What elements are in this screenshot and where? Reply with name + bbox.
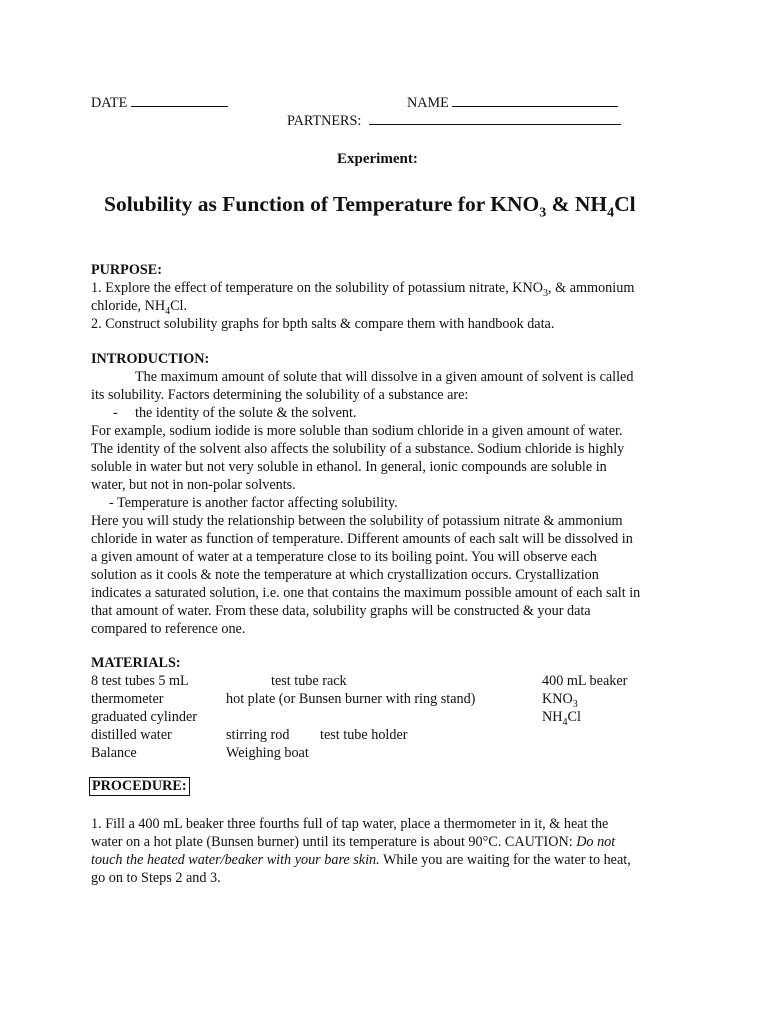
intro-line: its solubility. Factors determining the solubility of a substance are: xyxy=(91,387,469,403)
name-label: NAME xyxy=(407,95,449,111)
intro-line: that amount of water. From these data, solubility graphs will be constructed & your data xyxy=(91,603,591,619)
material-item: 400 mL beaker xyxy=(542,673,628,689)
material-item: $NH_4Cl$ xyxy=(542,709,581,728)
procedure-heading: PROCEDURE: xyxy=(89,777,190,795)
material-item: 8 test tubes 5 mL xyxy=(91,673,189,689)
experiment-label: Experiment: xyxy=(337,151,418,167)
introduction-heading: INTRODUCTION: xyxy=(91,351,210,367)
materials-heading: MATERIALS: xyxy=(91,655,181,671)
intro-line: indicates a saturated solution, i.e. one that contains the maximum possible amount of each salt in xyxy=(91,585,641,601)
intro-line: The identity of the solvent also affects the solubility of a substance. Sodium chloride is highly xyxy=(91,441,625,457)
intro-line: water, but not in non-polar solvents. xyxy=(91,477,296,493)
partners-field xyxy=(287,112,621,130)
date-blank xyxy=(131,94,228,107)
intro-line: solution as it cools & note the temperature at which crystallization occurs. Crystallization xyxy=(91,567,599,583)
procedure-step-1-line-4: go on to Steps 2 and 3. xyxy=(91,870,221,886)
purpose-item-2: 2. Construct solubility graphs for bpth salts & compare them with handbook data. xyxy=(91,316,555,332)
intro-line: chloride in water as function of temperature. Different amounts of each salt will be dissolved in xyxy=(91,531,633,547)
intro-bullet-1: the identity of the solute & the solvent. xyxy=(135,405,357,421)
material-item: graduated cylinder xyxy=(91,709,197,725)
name-blank xyxy=(452,94,618,107)
material-item: thermometer xyxy=(91,691,164,707)
partners-label: PARTNERS: xyxy=(287,113,362,129)
material-item: hot plate (or Bunsen burner with ring stand) xyxy=(226,691,476,707)
intro-line: Here you will study the relationship between the solubility of potassium nitrate & ammonium xyxy=(91,513,623,529)
document-title: Solubility as Function of Temperature for $KNO_3$ & $NH_4Cl$ xyxy=(104,192,636,221)
date-field xyxy=(91,94,228,112)
intro-bullet-2: - Temperature is another factor affecting solubility. xyxy=(109,495,398,511)
date-label: DATE xyxy=(91,95,128,111)
partners-blank xyxy=(369,112,621,125)
material-item: Balance xyxy=(91,745,137,761)
intro-bullet-dash: - xyxy=(113,405,118,421)
intro-line: soluble in water but not very soluble in ethanol. In general, ionic compounds are soluble in xyxy=(91,459,607,475)
intro-line: The maximum amount of solute that will dissolve in a given amount of solvent is called xyxy=(135,369,634,385)
procedure-step-1-line-2: water on a hot plate (Bunsen burner) until its temperature is about 90°C. CAUTION: Do not xyxy=(91,834,616,850)
material-item: Weighing boat xyxy=(226,745,309,761)
procedure-step-1-line-1: 1. Fill a 400 mL beaker three fourths full of tap water, place a thermometer in it, & heat the xyxy=(91,816,609,832)
purpose-heading: PURPOSE: xyxy=(91,262,162,278)
name-field xyxy=(407,94,618,112)
material-item: test tube holder xyxy=(320,727,408,743)
intro-line: For example, sodium iodide is more soluble than sodium chloride in a given amount of water. xyxy=(91,423,623,439)
intro-line: a given amount of water at a temperature close to its boiling point. You will observe each xyxy=(91,549,597,565)
purpose-item-1-line-2: chloride, $NH_4Cl$. xyxy=(91,298,188,317)
material-item: stirring rod xyxy=(226,727,290,743)
purpose-item-1-line-1: 1. Explore the effect of temperature on the solubility of potassium nitrate, $KNO_3$, & ammonium xyxy=(91,280,635,299)
material-item: $KNO_3$ xyxy=(542,691,578,710)
material-item: test tube rack xyxy=(271,673,347,689)
procedure-step-1-line-3: touch the heated water/beaker with your bare skin. While you are waiting for the water to heat, xyxy=(91,852,631,868)
intro-line: compared to reference one. xyxy=(91,621,246,637)
material-item: distilled water xyxy=(91,727,172,743)
